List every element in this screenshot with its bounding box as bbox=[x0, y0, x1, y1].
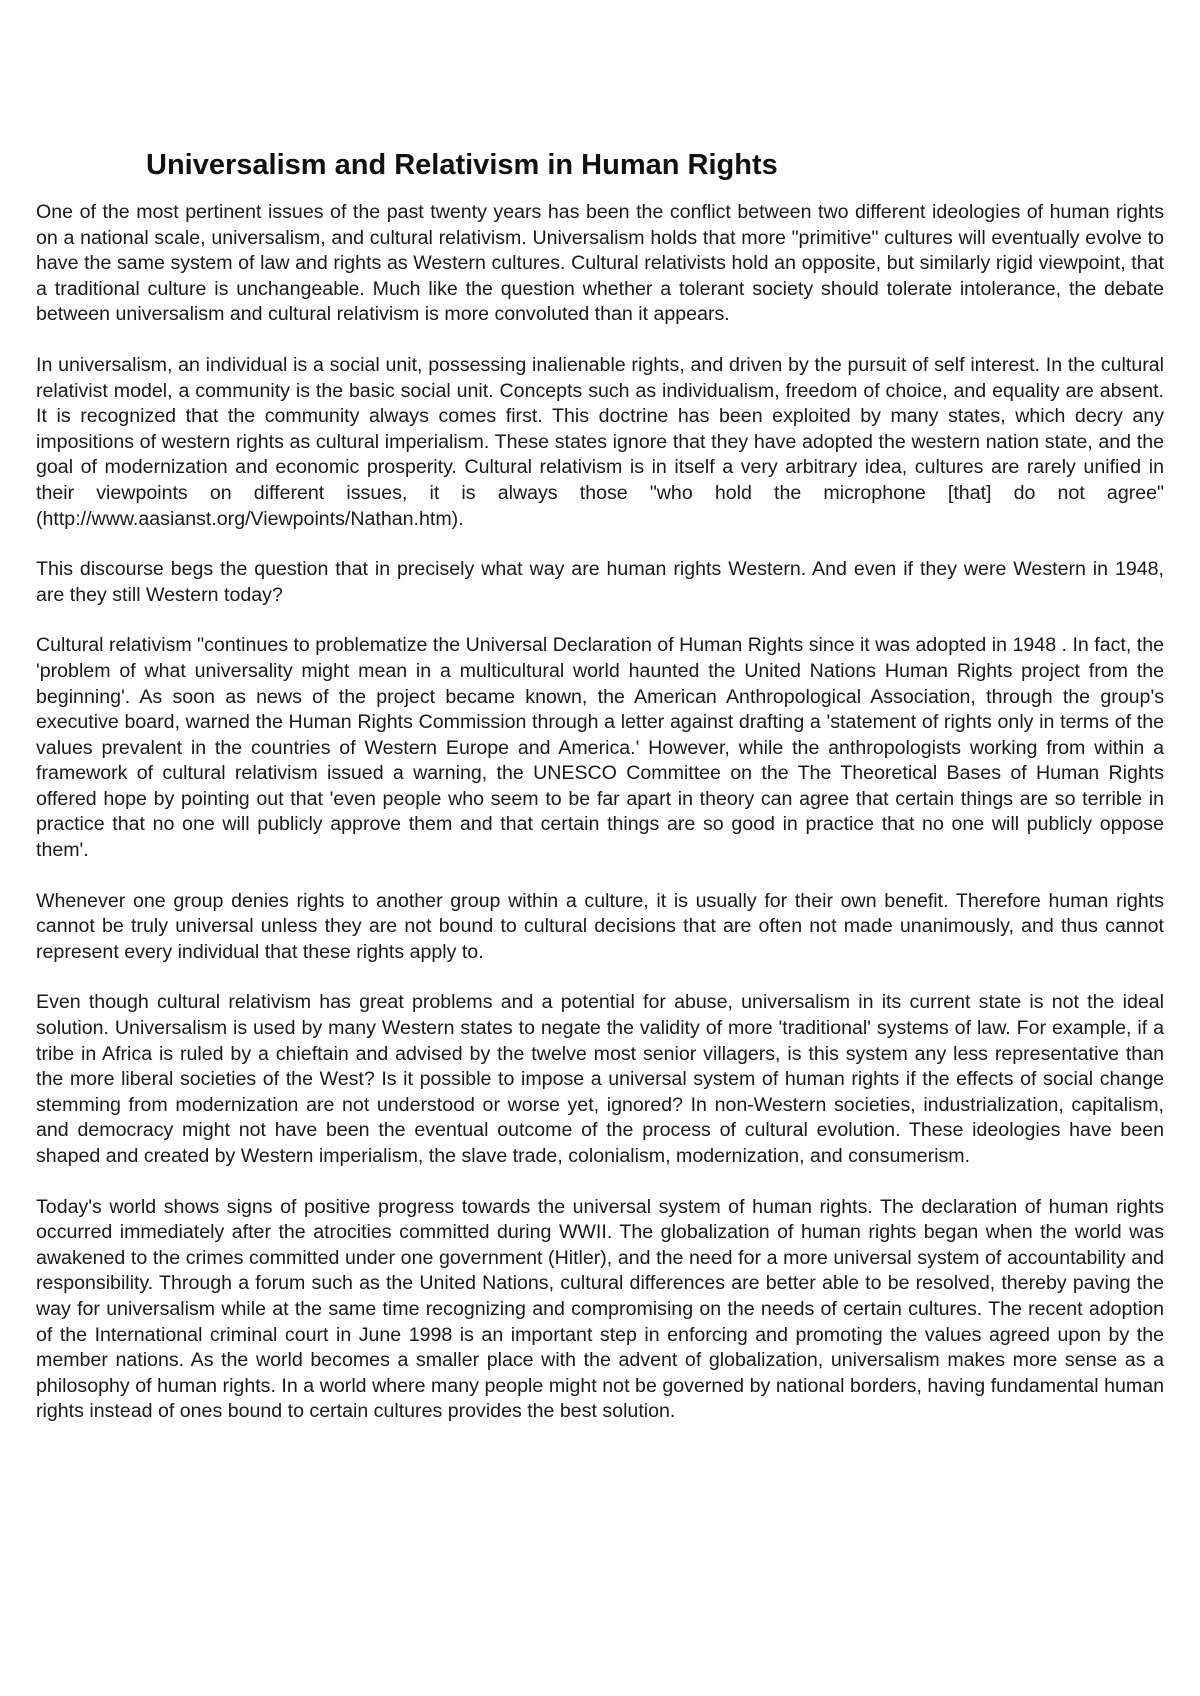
document-title: Universalism and Relativism in Human Rights bbox=[146, 149, 778, 181]
paragraph-group-rights: Whenever one group denies rights to another group within a culture, it is usually for their own benefit. Therefore human rights cannot be truly universal unless they are not bound to cultural decisions that are often not made unanimously, and thus cannot represent every individual that these rights apply to. bbox=[36, 889, 1164, 963]
paragraph-cultural-relativism: Cultural relativism "continues to problematize the Universal Declaration of Human Rights since it was adopted in 1948 . In fact, the 'problem of what universality might mean in a multicultural world haunted the United Nations Human Rights project from the beginning'. As soon as news of the project became known, the American Anthropological Association, through the group's executive board, warned the Human Rights Commission through a letter against drafting a 'statement of rights only in terms of the values prevalent in the countries of Western Europe and America.' However, while the anthropologists working from within a framework of cultural relativism issued a warning, the UNESCO Committee on the The Theoretical Bases of Human Rights offered hope by pointing out that 'even people who seem to be far apart in theory can agree that certain things are so terrible in practice that no one will publicly approve them and that certain things are so good in practice that no one will publicly oppose them'. bbox=[36, 634, 1164, 862]
document-page bbox=[36, 148, 1164, 1450]
paragraph-discourse: This discourse begs the question that in precisely what way are human rights Western. And even if they were Western in 1948, are they still Western today? bbox=[36, 558, 1164, 606]
paragraph-ideal-solution: Even though cultural relativism has great problems and a potential for abuse, universalism in its current state is not the ideal solution. Universalism is used by many Western states to negate the validity of more 'traditional' systems of law. For example, if a tribe in Africa is ruled by a chieftain and advised by the twelve most senior villagers, is this system any less representative than the more liberal societies of the West? Is it possible to impose a universal system of human rights if the effects of social change stemming from modernization are not understood or worse yet, ignored? In non-Western societies, industrialization, capitalism, and democracy might not have been the eventual outcome of the process of cultural evolution. These ideologies have been shaped and created by Western imperialism, the slave trade, colonialism, modernization, and consumerism. bbox=[36, 991, 1164, 1167]
paragraph-intro: One of the most pertinent issues of the past twenty years has been the conflict between two different ideologies of human rights on a national scale, universalism, and cultural relativism. Universalism holds that more "primitive" cultures will eventually evolve to have the same system of law and rights as Western cultures. Cultural relativists hold an opposite, but similarly rigid viewpoint, that a traditional culture is unchangeable. Much like the question whether a tolerant society should tolerate intolerance, the debate between universalism and cultural relativism is more convoluted than it appears. bbox=[36, 201, 1164, 326]
paragraph-universalism: In universalism, an individual is a social unit, possessing inalienable rights, and driven by the pursuit of self interest. In the cultural relativist model, a community is the basic social unit. Concepts such as individualism, freedom of choice, and equality are absent. It is recognized that the community always comes first. This doctrine has been exploited by many states, which decry any impositions of western rights as cultural imperialism. These states ignore that they have adopted the western nation state, and the goal of modernization and economic prosperity. Cultural relativism is in itself a very arbitrary idea, cultures are rarely unified in their viewpoints on different issues, it is always those "who hold the microphone [that] do not agree" (http://www.aasianst.org/Viewpoints/Nathan.htm). bbox=[36, 353, 1164, 530]
paragraph-conclusion: Today's world shows signs of positive progress towards the universal system of human rights. The declaration of human rights occurred immediately after the atrocities committed during WWII. The globalization of human rights began when the world was awakened to the crimes committed under one government (Hitler), and the need for a more universal system of accountability and responsibility. Through a forum such as the United Nations, cultural differences are better able to be resolved, thereby paving the way for universalism while at the same time recognizing and compromising on the needs of certain cultures. The recent adoption of the International criminal court in June 1998 is an important step in enforcing and promoting the values agreed upon by the member nations. As the world becomes a smaller place with the advent of globalization, universalism makes more sense as a philosophy of human rights. In a world where many people might not be governed by national borders, having fundamental human rights instead of ones bound to certain cultures provides the best solution. bbox=[36, 1195, 1164, 1423]
